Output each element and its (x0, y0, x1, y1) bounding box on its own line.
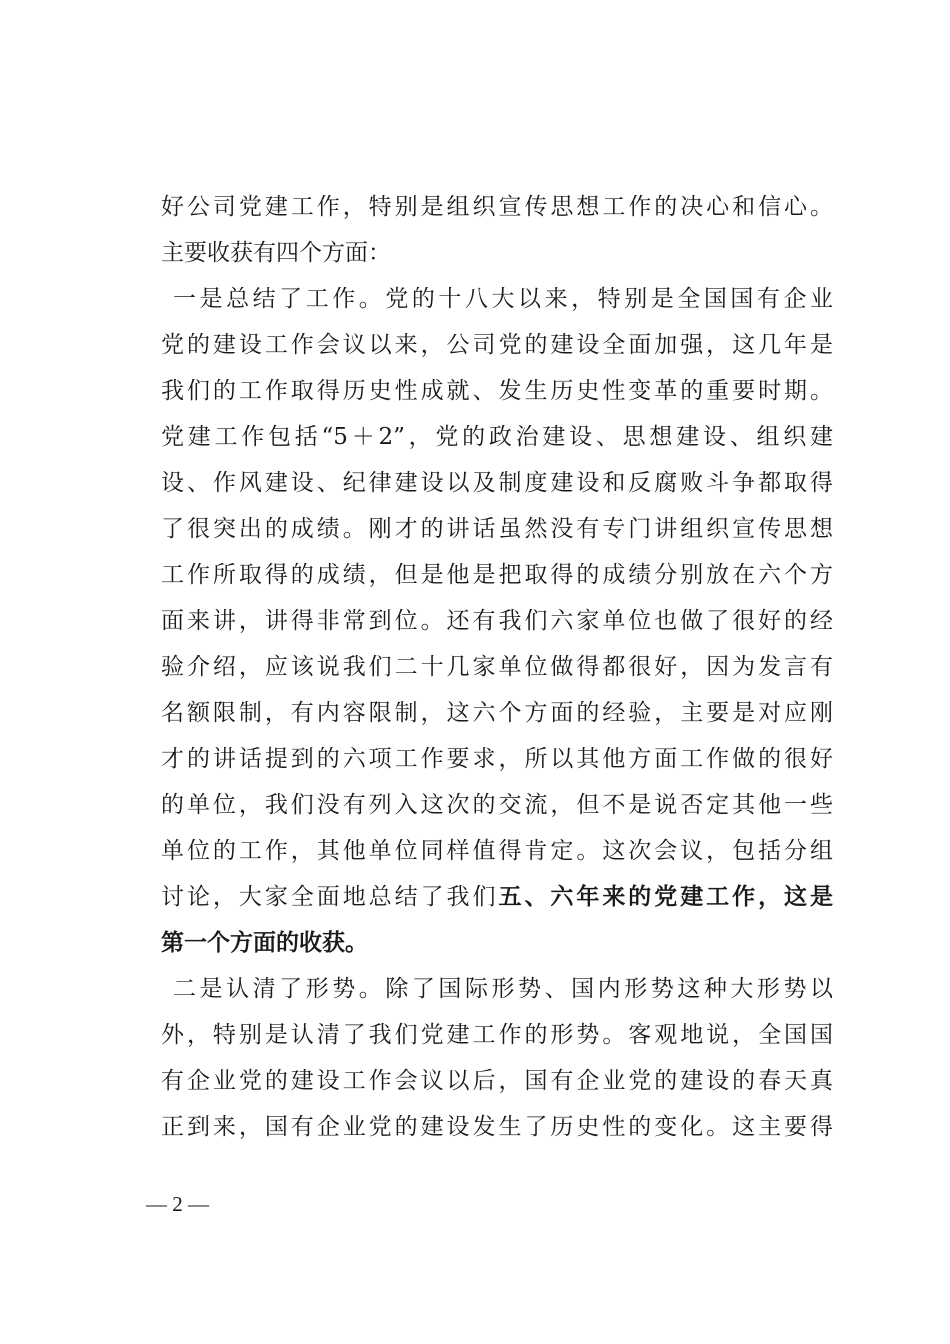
text-line-11: 验介绍，应该说我们二十几家单位做得都很好，因为发言有 (161, 654, 833, 680)
text-line-4: 党的建设工作会议以来，公司党的建设全面加强，这几年是 (161, 332, 833, 358)
text-line-5: 我们的工作取得历史性成就、发生历史性变革的重要时期。 (161, 378, 833, 404)
text-line-2: 主要收获有四个方面： (161, 240, 391, 266)
text-line-17: 第一个方面的收获。 (161, 929, 368, 956)
text-line-16-bold: 五、六年来的党建工作，这是 (498, 883, 834, 910)
text-line-7: 设、作风建设、纪律建设以及制度建设和反腐败斗争都取得 (161, 470, 833, 496)
text-line-3: 一是总结了工作。党的十八大以来，特别是全国国有企业 (173, 286, 833, 312)
text-line-10: 面来讲，讲得非常到位。还有我们六家单位也做了很好的经 (161, 608, 833, 634)
text-line-6: 党建工作包括“5＋2”，党的政治建设、思想建设、组织建 (161, 424, 833, 450)
text-line-14: 的单位，我们没有列入这次的交流，但不是说否定其他一些 (161, 792, 833, 818)
text-line-9: 工作所取得的成绩，但是他是把取得的成绩分别放在六个方 (161, 562, 833, 588)
text-line-1: 好公司党建工作，特别是组织宣传思想工作的决心和信心。 (161, 194, 833, 220)
text-line-18: 二是认清了形势。除了国际形势、国内形势这种大形势以 (173, 976, 833, 1002)
text-line-12: 名额限制，有内容限制，这六个方面的经验，主要是对应刚 (161, 700, 833, 726)
text-line-16 (161, 874, 833, 920)
document-body (161, 184, 833, 1150)
page-number: — 2 — (146, 1192, 209, 1216)
text-line-16-regular: 讨论，大家全面地总结了我们 (161, 884, 499, 910)
text-line-13: 才的讲话提到的六项工作要求，所以其他方面工作做的很好 (161, 746, 833, 772)
text-line-8: 了很突出的成绩。刚才的讲话虽然没有专门讲组织宣传思想 (161, 516, 833, 542)
text-line-20: 有企业党的建设工作会议以后，国有企业党的建设的春天真 (161, 1068, 833, 1094)
text-line-19: 外，特别是认清了我们党建工作的形势。客观地说，全国国 (161, 1022, 833, 1048)
text-line-15: 单位的工作，其他单位同样值得肯定。这次会议，包括分组 (161, 838, 833, 864)
text-line-21: 正到来，国有企业党的建设发生了历史性的变化。这主要得 (161, 1114, 833, 1140)
